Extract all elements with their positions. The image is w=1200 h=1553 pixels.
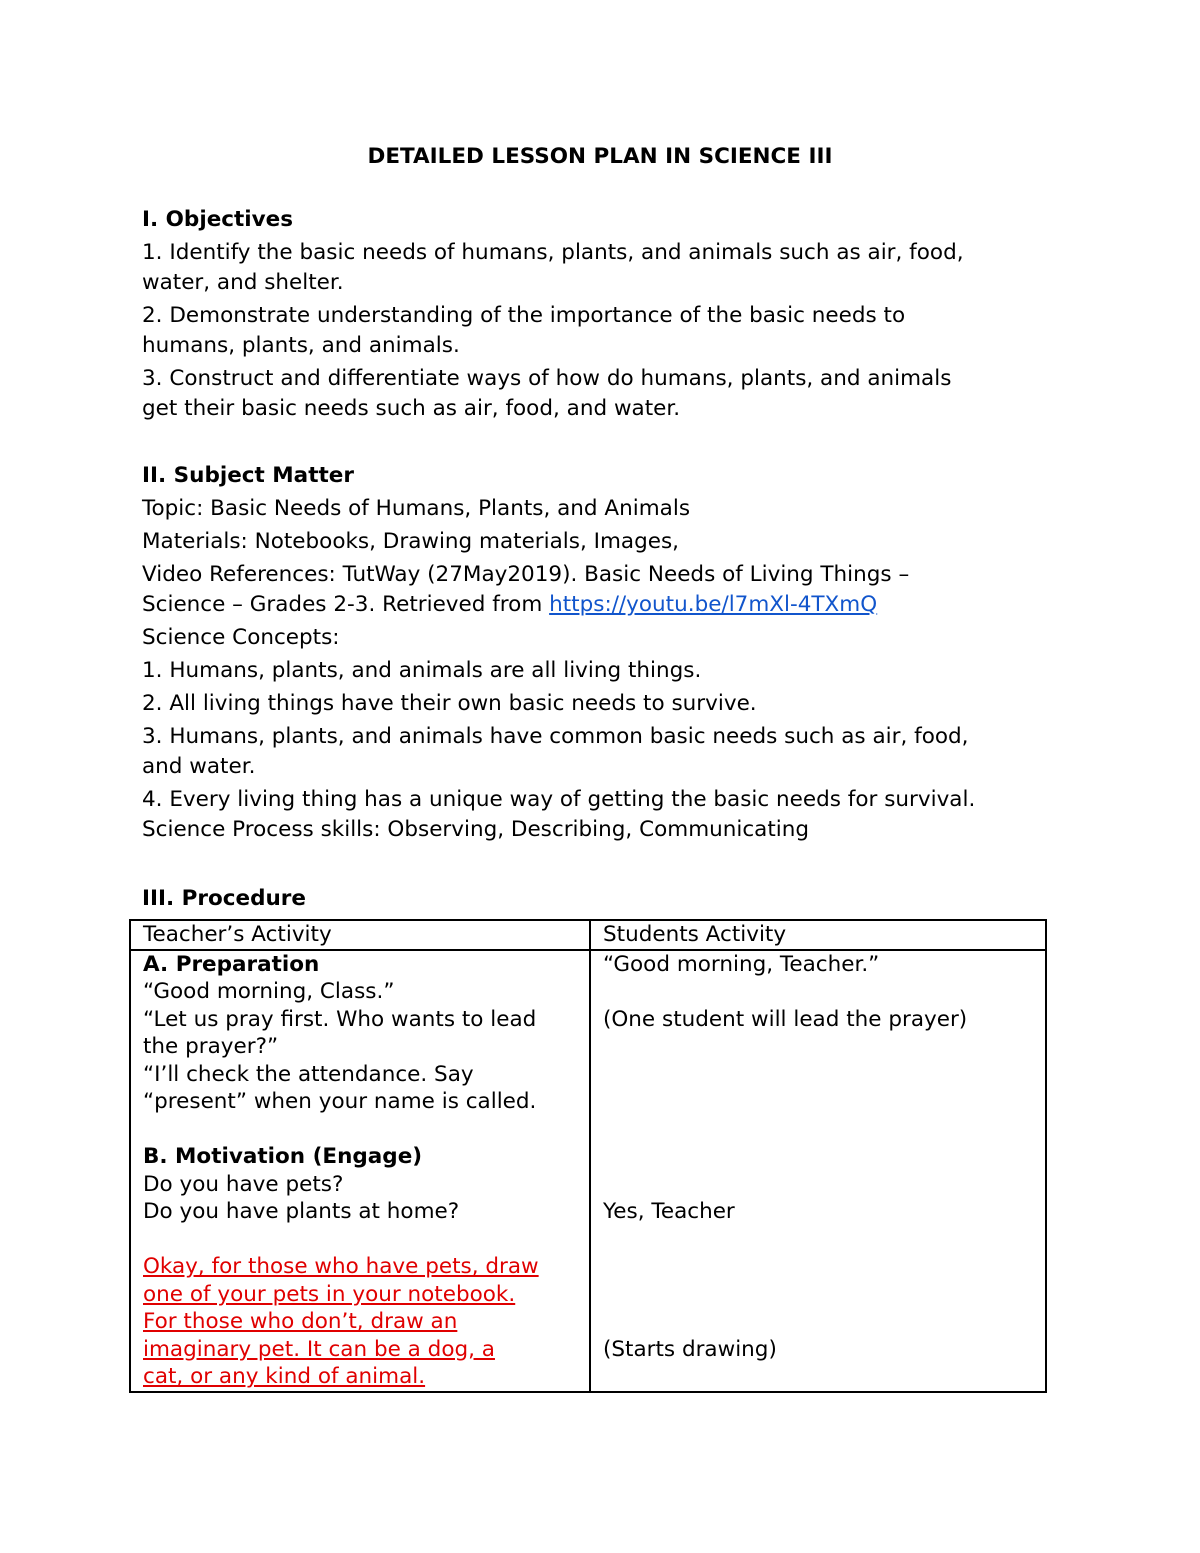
table-row	[130, 950, 1046, 1392]
concept-item: 4. Every living thing has a unique way of getting the basic needs for survival.	[142, 787, 976, 812]
objective-item: 2. Demonstrate understanding of the importance of the basic needs to humans, plants, and animals.	[142, 303, 906, 358]
video-references: Video References: TutWay (27May2019). Basic Needs of Living Things – Science – Grades 2-3. Retrieved from https://youtu.be/l7mXl-4TXmQ	[142, 562, 910, 617]
student-greeting: “Good morning, Teacher.”	[603, 951, 880, 977]
procedure-heading: III. Procedure	[142, 886, 306, 911]
students-activity-cell	[590, 950, 1046, 1392]
concepts-label: Science Concepts:	[142, 625, 340, 650]
students-activity-header: Students Activity	[590, 920, 1046, 950]
objective-item: 3. Construct and differentiate ways of how do humans, plants, and animals get their basic needs such as air, food, and water.	[142, 366, 952, 421]
process-skills-line: Science Process skills: Observing, Describing, Communicating	[142, 817, 810, 842]
video-link[interactable]: https://youtu.be/l7mXl-4TXmQ	[549, 592, 878, 617]
student-yes: Yes, Teacher	[603, 1199, 735, 1224]
objective-item: 1. Identify the basic needs of humans, plants, and animals such as air, food, water, and shelter.	[142, 240, 964, 295]
red-instruction-line: cat, or any kind of animal.	[143, 1364, 426, 1389]
objectives-heading: I. Objectives	[142, 207, 294, 232]
video-reference-text: Science – Grades 2-3. Retrieved from	[142, 592, 550, 617]
table-header-row	[130, 920, 1046, 950]
subject-matter-heading: II. Subject Matter	[142, 463, 354, 488]
motivation-heading: B. Motivation (Engage)	[143, 1144, 423, 1169]
student-prayer: (One student will lead the prayer)	[603, 1006, 968, 1032]
materials-line: Materials: Notebooks, Drawing materials, Images,	[142, 529, 680, 554]
subject-matter-section	[142, 461, 1062, 845]
red-instruction-line: one of your pets in your notebook.	[143, 1281, 516, 1307]
student-drawing: (Starts drawing)	[603, 1336, 777, 1362]
red-instruction-line: imaginary pet. It can be a dog, a	[143, 1336, 495, 1362]
concept-item: 3. Humans, plants, and animals have common basic needs such as air, food, and water.	[142, 724, 969, 779]
concept-item: 1. Humans, plants, and animals are all living things.	[142, 658, 702, 683]
procedure-section	[142, 884, 1062, 914]
document-title: DETAILED LESSON PLAN IN SCIENCE III	[367, 144, 833, 169]
objectives-section	[142, 205, 1062, 424]
red-instruction-line: For those who don’t, draw an	[143, 1309, 458, 1334]
preparation-heading: A. Preparation	[143, 951, 320, 977]
procedure-table	[129, 919, 1047, 1393]
topic-line: Topic: Basic Needs of Humans, Plants, and Animals	[142, 496, 691, 521]
concept-item: 2. All living things have their own basic needs to survive.	[142, 691, 757, 716]
teacher-activity-header: Teacher’s Activity	[130, 920, 590, 950]
red-instruction-line: Okay, for those who have pets, draw	[143, 1254, 539, 1279]
teacher-activity-cell: A. Preparation “Good morning, Class.” “Let us pray first. Who wants to lead the prayer?” “I’ll check the attendance. Say “present” when your name is called. B. Motivation (Engage) Do you have pets? Do you have plants at home? Okay, for those who have pets, draw one of your pets in your notebook. For those who don’t, draw an imaginary pet. It can be a dog, a cat, or any kind of animal.	[130, 950, 590, 1392]
